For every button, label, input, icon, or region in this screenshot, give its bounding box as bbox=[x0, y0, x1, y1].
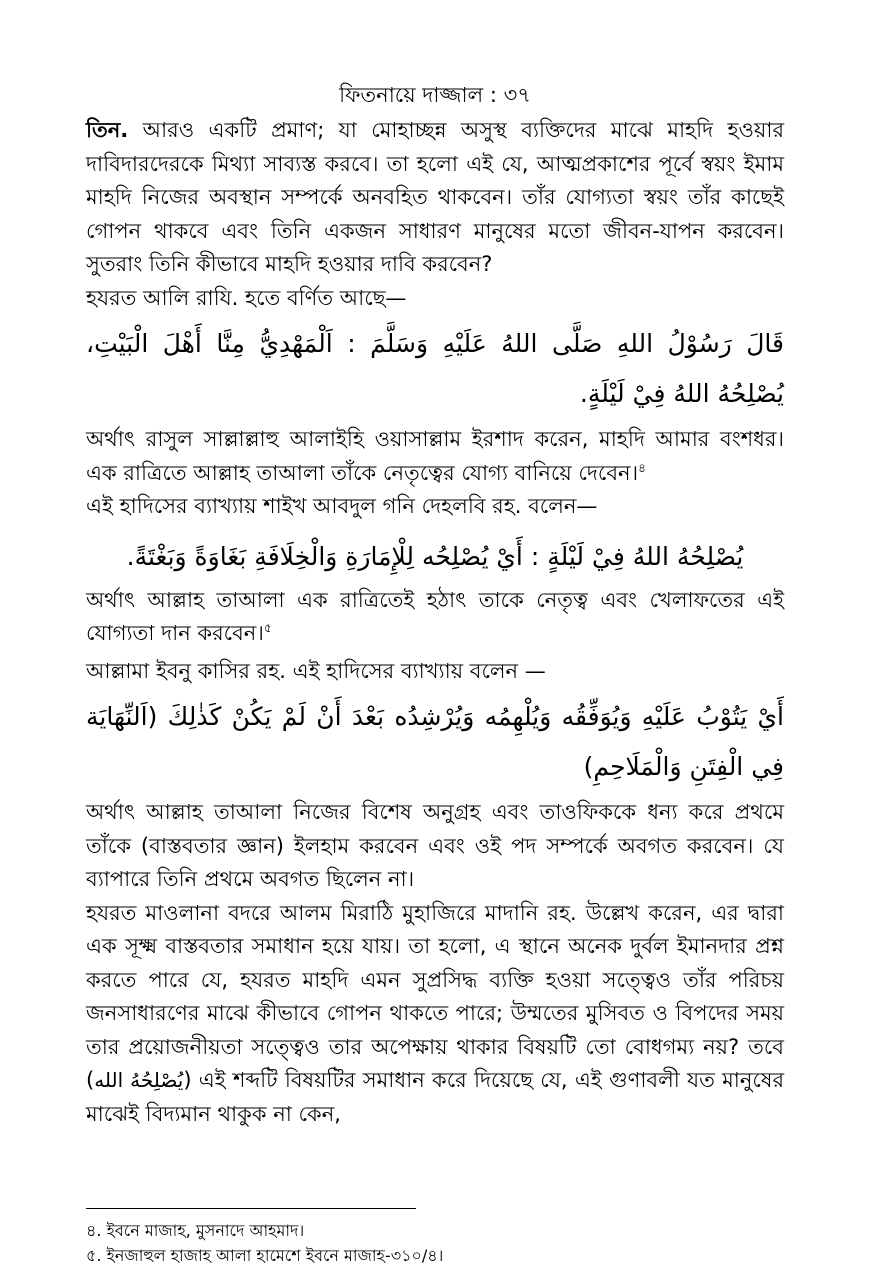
paragraph-4: এই হাদিসের ব্যাখ্যায় শাইখ আবদুল গনি দেহলবি রহ. বলেন— bbox=[86, 494, 598, 518]
arabic-ibn-kathir: أَيْ يَتُوْبُ عَلَيْهِ وَيُوَفِّقُه وَيُلْهِمُه وَيُرْشِدُه بَعْدَ أَنْ لَمْ يَكُنْ كَذٰلِكَ (اَلنِّهَايَة فِي الْفِتَنِ وَالْمَلَاحِمِ) bbox=[86, 702, 784, 781]
footnote-ref-4[interactable]: ৪ bbox=[638, 460, 646, 475]
footnotes bbox=[86, 1218, 784, 1268]
page-body bbox=[86, 80, 784, 1131]
paragraph-8-text-a: হযরত মাওলানা বদরে আলম মিরাঠি মুহাজিরে মাদানি রহ. উল্লেখ করেন, এর দ্বারা এক সূক্ষ্ম বাস্তবতার সমাধান হয়ে যায়। তা হলো, এ স্থানে অনেক দুর্বল ইমানদার প্রশ্ন করতে পারে যে, হযরত মাহদি এমন সুপ্রসিদ্ধ ব্যক্তি হওয়া সত্ত্বেও তাঁর পরিচয় জনসাধারণের মাঝে কীভাবে গোপন থাকতে পারে; উম্মতের মুসিবত ও বিপদের সময় তার প্রয়োজনীয়তা সত্ত্বেও তার অপেক্ষায় থাকার বিষয়টি তো বোধগম্য নয়? তবে ( bbox=[86, 900, 784, 1092]
paragraph-5-text: অর্থাৎ আল্লাহ তাআলা এক রাত্রিতেই হঠাৎ তাকে নেতৃত্ব এবং খেলাফতের এই যোগ্যতা দান করবেন। bbox=[86, 587, 784, 645]
arabic-commentary: يُصْلِحُهُ اللهُ فِيْ لَيْلَةٍ : أَيْ يُصْلِحُه لِلْإِمَارَةِ وَالْخِلَافَةِ بَغَاوَةً وَبَغْتَةً. bbox=[126, 541, 744, 571]
paragraph-1 bbox=[86, 114, 784, 282]
footnote-5: ৫. ইনজাহুল হাজাহ আলা হামেশে ইবনে মাজাহ-৩১০/৪। bbox=[86, 1246, 444, 1265]
footnote-4: ৪. ইবনে মাজাহ, মুসনাদে আহমাদ। bbox=[86, 1221, 305, 1240]
paragraph-7: অর্থাৎ আল্লাহ তাআলা নিজের বিশেষ অনুগ্রহ এবং তাওফিককে ধন্য করে প্রথমে তাঁকে (বাস্তবতার জ্ঞান) ইলহাম করবেন এবং ওই পদ সম্পর্কে অবগত করবেন। যে ব্যাপারে তিনি প্রথমে অবগত ছিলেন না। bbox=[86, 800, 784, 891]
paragraph-1-text: আরও একটি প্রমাণ; যা মোহাচ্ছন্ন অসুস্থ ব্যক্তিদের মাঝে মাহদি হওয়ার দাবিদারদেরকে মিথ্যা সাব্যস্ত করবে। তা হলো এই যে, আত্মপ্রকাশের পূর্বে স্বয়ং ইমাম মাহদি নিজের অবস্থান সম্পর্কে অনবহিত থাকবেন। তাঁর যোগ্যতা স্বয়ং তাঁর কাছেই গোপন থাকবে এবং তিনি একজন সাধারণ মানুষের মতো জীবন-যাপন করবেন। সুতরাং তিনি কীভাবে মাহদি হওয়ার দাবি করবেন? bbox=[86, 118, 784, 276]
paragraph-8-text-b: ) এই শব্দটি বিষয়টির সমাধান করে দিয়েছে যে, এই গুণাবলী যত মানুষের মাঝেই বিদ্যমান থাকুক না কেন, bbox=[86, 1068, 784, 1126]
inline-arabic-term: يُصْلِحُهُ الله bbox=[94, 1068, 184, 1092]
footnote-ref-5[interactable]: ৫ bbox=[263, 621, 272, 635]
paragraph-3 bbox=[86, 423, 784, 490]
paragraph-lead: তিন. bbox=[86, 118, 129, 142]
paragraph-5 bbox=[86, 584, 784, 651]
paragraph-6: আল্লামা ইবনু কাসির রহ. এই হাদিসের ব্যাখ্যায় বলেন — bbox=[86, 658, 546, 683]
running-header: ফিতনায়ে দাজ্জাল : ৩৭ bbox=[339, 83, 531, 107]
paragraph-8 bbox=[86, 897, 784, 1132]
footnote-divider bbox=[86, 1208, 416, 1209]
arabic-hadith: قَالَ رَسُوْلُ اللهِ صَلَّى اللهُ عَلَيْهِ وَسَلَّمَ : اَلْمَهْدِيُّ مِنَّا أَهْلَ الْبَيْتِ، يُصْلِحُهُ اللهُ فِيْ لَيْلَةٍ. bbox=[86, 329, 784, 408]
paragraph-3-text: অর্থাৎ রাসুল সাল্লাল্লাহু আলাইহি ওয়াসাল্লাম ইরশাদ করেন, মাহদি আমার বংশধর। এক রাত্রিতে আল্লাহ তাআলা তাঁকে নেতৃত্বের যোগ্য বানিয়ে দেবেন। bbox=[86, 427, 784, 485]
paragraph-2: হযরত আলি রাযি. হতে বর্ণিত আছে— bbox=[86, 285, 407, 310]
